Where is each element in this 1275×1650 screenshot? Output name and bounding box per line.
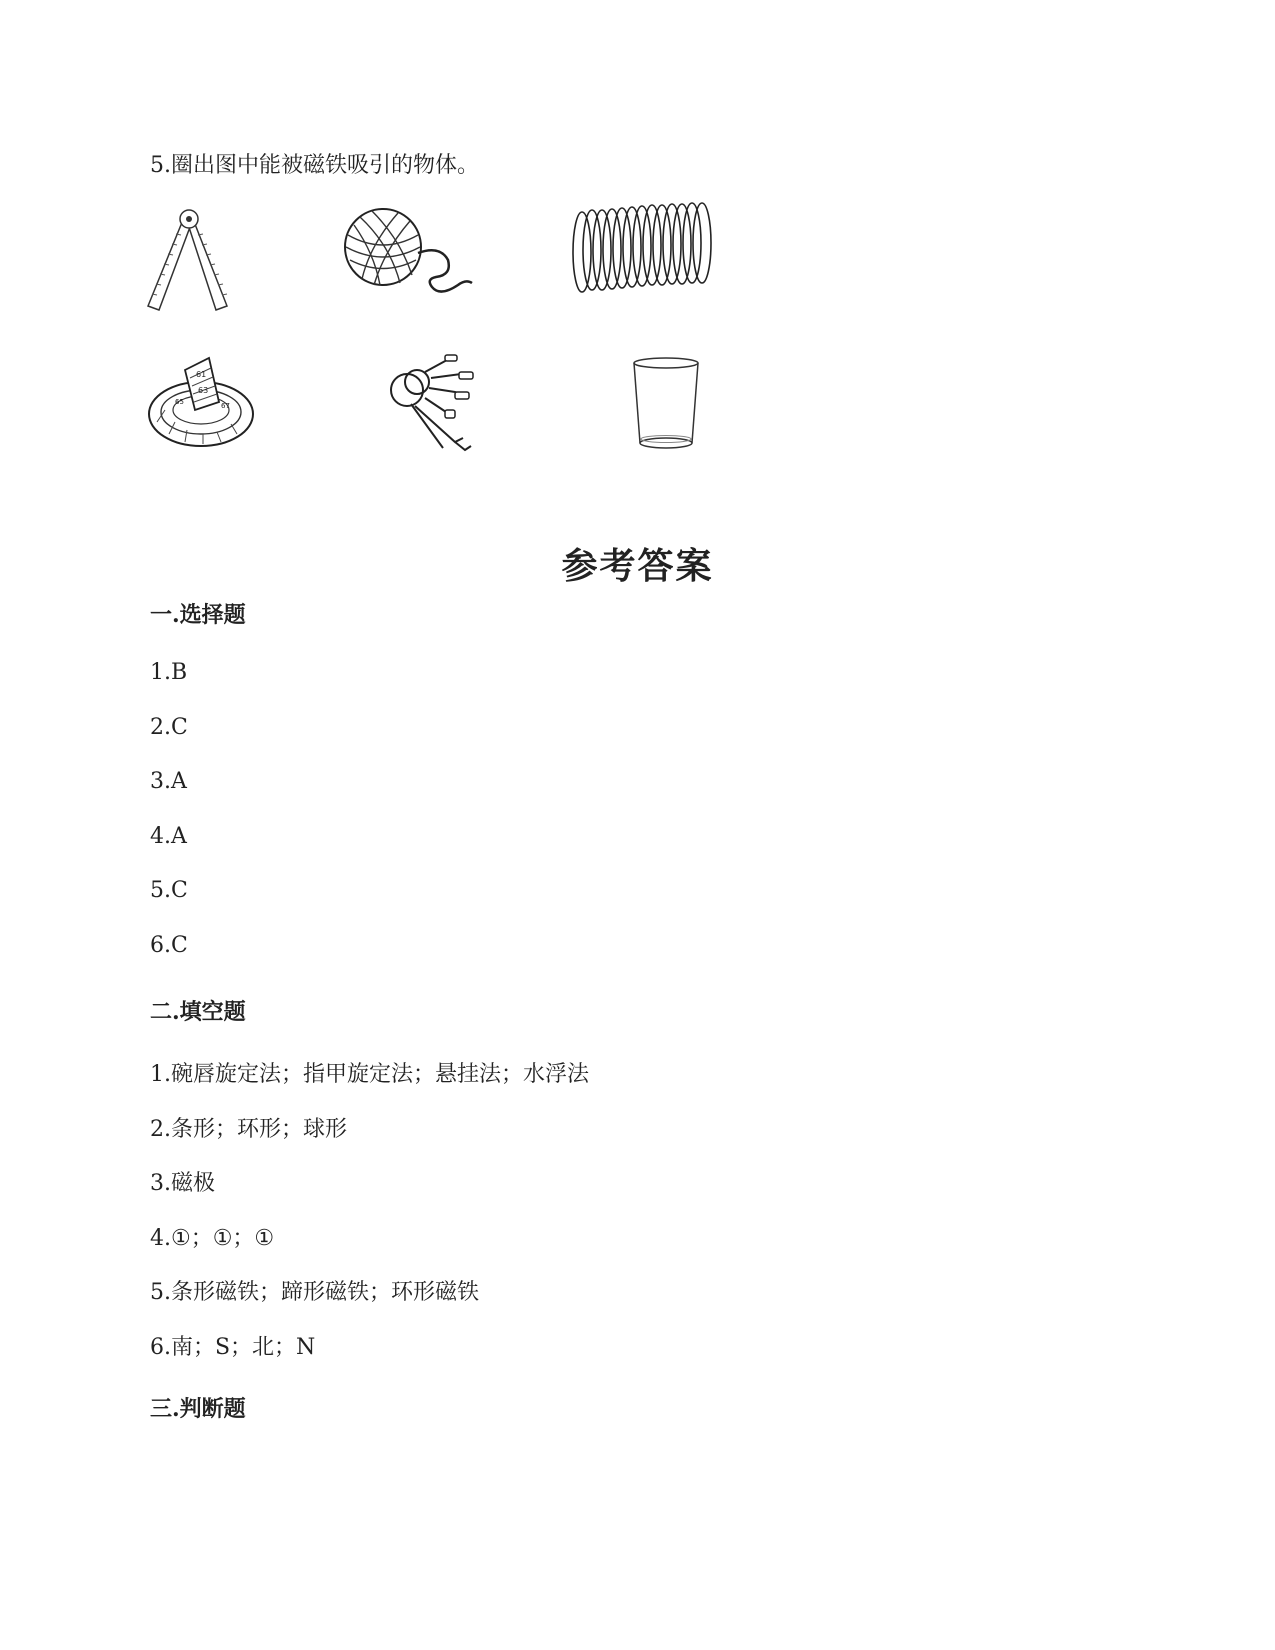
answer-line: 5.C — [150, 878, 188, 903]
tape-number-1: 61 — [196, 370, 207, 379]
question-5-text: 5.圈出图中能被磁铁吸引的物体。 — [150, 153, 479, 178]
spring-image — [570, 200, 715, 300]
keys-image — [385, 352, 485, 457]
answer-title: 参考答案 — [561, 545, 714, 587]
answer-line: 2.条形；环形；球形 — [150, 1117, 347, 1142]
folding-ruler-image — [145, 205, 235, 315]
answer-line: 2.C — [150, 715, 188, 740]
answer-line: 3.磁极 — [150, 1171, 215, 1196]
section-heading-fill: 二.填空题 — [150, 999, 246, 1025]
answer-line: 4.A — [150, 824, 187, 849]
answer-line: 6.南；S；北；N — [150, 1335, 316, 1360]
tape-number-3: 65 — [175, 398, 184, 406]
tape-number-4: 67 — [221, 402, 230, 410]
answer-line: 1.B — [150, 660, 188, 685]
section-heading-choice: 一.选择题 — [150, 602, 246, 628]
answer-line: 5.条形磁铁；蹄形磁铁；环形磁铁 — [150, 1280, 479, 1305]
yarn-ball-image — [340, 205, 480, 305]
answer-line: 3.A — [150, 769, 187, 794]
section-heading-judge: 三.判断题 — [150, 1396, 246, 1422]
tape-measure-image — [145, 352, 260, 457]
tape-number-2: 63 — [198, 386, 209, 395]
answer-line: 6.C — [150, 933, 188, 958]
answer-line: 1.碗唇旋定法；指甲旋定法；悬挂法；水浮法 — [150, 1062, 589, 1087]
glass-cup-image — [630, 355, 705, 455]
answer-line: 4.①；①；① — [150, 1226, 275, 1251]
